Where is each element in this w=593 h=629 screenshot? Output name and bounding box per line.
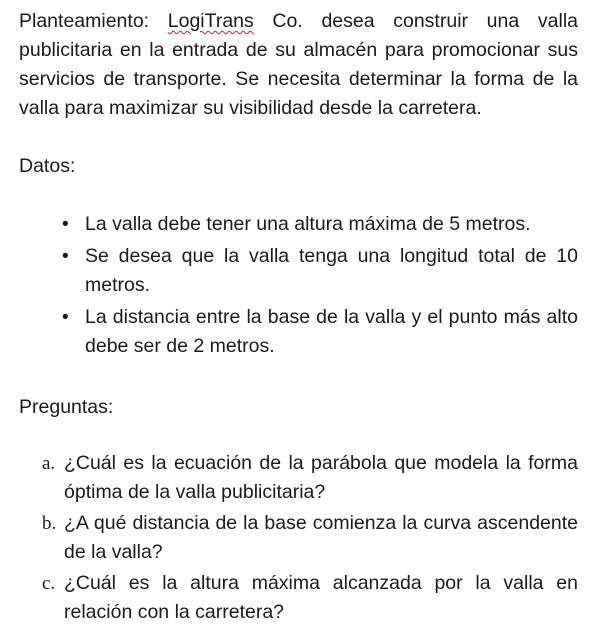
preguntas-heading: Preguntas: xyxy=(19,396,114,418)
datos-list xyxy=(19,210,578,361)
question-text: ¿Cuál es la altura máxima alcanzada por la valla en relación con la carretera? xyxy=(64,572,578,623)
preguntas-list xyxy=(19,449,578,627)
bullet-icon: • xyxy=(62,214,69,235)
bullet-icon: • xyxy=(62,307,69,328)
question-marker: c. xyxy=(42,573,56,594)
question-item xyxy=(42,509,578,567)
question-marker: a. xyxy=(42,453,56,474)
question-item xyxy=(42,449,578,507)
company-name-misspelled[interactable]: LogiTrans xyxy=(167,10,254,32)
planteamiento-text: Co. desea construir una valla publicitaria en la entrada de su almacén para promocionar sus servicios de transporte. Se necesita determinar la forma de la valla para maximizar su visibilidad desde la carretera. xyxy=(19,10,578,119)
question-text: ¿A qué distancia de la base comienza la curva ascendente de la valla? xyxy=(64,512,578,563)
spacer xyxy=(19,364,578,393)
spacer xyxy=(19,422,578,449)
document-body xyxy=(19,7,578,629)
list-item xyxy=(62,210,578,239)
spacer xyxy=(19,181,578,210)
datos-heading: Datos: xyxy=(19,155,76,177)
list-item-text: La distancia entre la base de la valla y el punto más alto debe ser de 2 metros. xyxy=(85,306,578,357)
question-marker: b. xyxy=(42,513,57,534)
list-item xyxy=(62,242,578,300)
spacer xyxy=(19,123,578,152)
bullet-icon: • xyxy=(62,246,69,267)
planteamiento-prefix: Planteamiento: xyxy=(19,10,168,32)
list-item-text: Se desea que la valla tenga una longitud total de 10 metros. xyxy=(85,245,578,296)
planteamiento-paragraph xyxy=(19,7,578,123)
list-item xyxy=(62,303,578,361)
question-text: ¿Cuál es la ecuación de la parábola que modela la forma óptima de la valla publicitaria? xyxy=(64,452,578,503)
list-item-text: La valla debe tener una altura máxima de 5 metros. xyxy=(85,213,531,235)
question-item xyxy=(42,569,578,627)
